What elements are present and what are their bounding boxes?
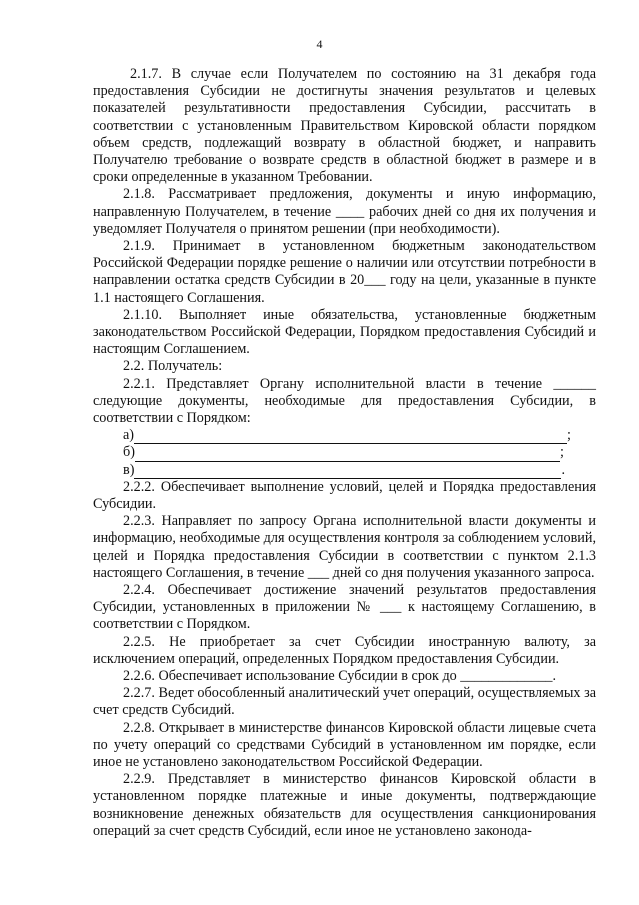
blank-line-c [123, 462, 596, 479]
paragraph-2-2-3: 2.2.3. Направляет по запросу Органа исполнительной власти документы и информацию, необходимые для осуществления контроля за соблюдением условий, целей и Порядка предоставления Субсидии в соответствии с пунктом 2.1.3 настоящего Соглашения, в течение ___ дней со дня получения указанного запроса. [93, 513, 596, 581]
paragraph-2-1-7: 2.1.7. В случае если Получателем по состоянию на 31 декабря года предоставления Субсидии не достигнуты значения результатов и целевых показателей результативности предоставления Субсидии, рассчитать в соответствии с установленным Правительством Кировской области порядком объем средств, подлежащий возврату в областной бюджет, и направить Получателю требование о возврате средств в областной бюджет в размере и в сроки определенные в указанном Требовании. [93, 66, 596, 186]
paragraph-2-2-1: 2.2.1. Представляет Органу исполнительной власти в течение ______ следующие документы, необходимые для предоставления Субсидии, в соответствии с Порядком: [93, 375, 596, 427]
paragraph-2-2-9: 2.2.9. Представляет в министерство финансов Кировской области в установленном порядке платежные и иные документы, подтверждающие возникновение денежных обязательств для осуществления санкционирования операций за счет средств Субсидий, если иное не установлено законода- [93, 771, 596, 839]
blank-line-label: б) [123, 444, 135, 461]
paragraph-2-2-2: 2.2.2. Обеспечивает выполнение условий, целей и Порядка предоставления Субсидии. [93, 478, 596, 513]
paragraph-2-2-7: 2.2.7. Ведет обособленный аналитический учет операций, осуществляемых за счет средств Субсидий. [93, 685, 596, 719]
paragraph-2-2-5: 2.2.5. Не приобретает за счет Субсидии иностранную валюту, за исключением операций, определенных Порядком предоставления Субсидии. [93, 633, 596, 667]
blank-line-end: ; [559, 444, 564, 461]
paragraph-2-2: 2.2. Получатель: [123, 358, 223, 375]
paragraph-2-1-10: 2.1.10. Выполняет иные обязательства, установленные бюджетным законодательством Российской Федерации, Порядком предоставления Субсидий и настоящим Соглашением. [93, 306, 596, 358]
blank-line-a [123, 427, 596, 444]
blank-underline [135, 448, 560, 462]
paragraph-2-1-9: 2.1.9. Принимает в установленном бюджетным законодательством Российской Федерации порядке решение о наличии или отсутствии потребности в направлении остатка средств Субсидии в 20___ году на цели, указанные в пункте 1.1 настоящего Соглашения. [93, 238, 596, 306]
blank-line-b [123, 444, 596, 461]
blank-line-end: ; [567, 427, 571, 444]
paragraph-2-2-8: 2.2.8. Открывает в министерстве финансов Кировской области лицевые счета по учету операций со средствами Субсидий в установленном им порядке, если иное не установлено законодательством Российской Федерации. [93, 719, 596, 771]
blank-underline [134, 430, 567, 444]
paragraph-2-2-4: 2.2.4. Обеспечивает достижение значений результатов предоставления Субсидии, установленных в приложении № ___ к настоящему Соглашению, в соответствии с Порядком. [93, 582, 596, 633]
paragraph-2-1-8: 2.1.8. Рассматривает предложения, документы и иную информацию, направленную Получателем, в течение ____ рабочих дней со дня их получения и уведомляет Получателя о принятом решении (при необходимости). [93, 186, 596, 237]
blank-line-end: . [561, 461, 565, 478]
blank-line-label: а) [123, 427, 135, 444]
paragraph-2-2-6: 2.2.6. Обеспечивает использование Субсидии в срок до _____________. [123, 668, 557, 685]
blank-line-label: в) [123, 461, 135, 478]
page-number: 4 [316, 37, 323, 51]
blank-underline [134, 465, 561, 479]
document-body [93, 66, 596, 840]
